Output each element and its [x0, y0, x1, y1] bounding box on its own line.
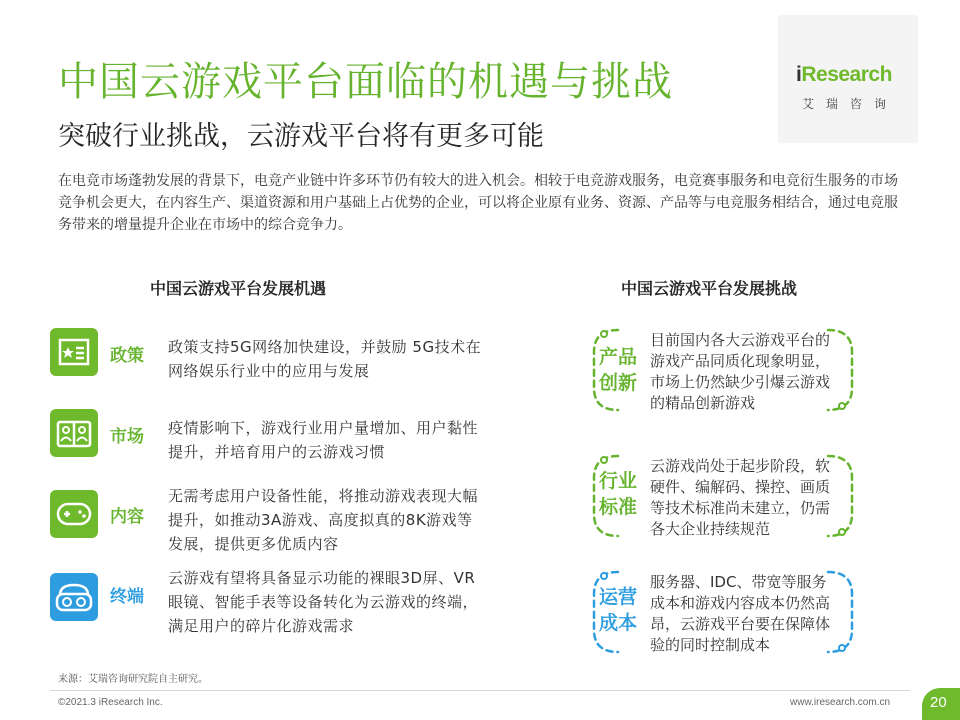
challenge-text-standard: 云游戏尚处于起步阶段，软硬件、编解码、操控、画质等技术标准尚未建立，仍需各大企业持续规范 [650, 457, 831, 538]
iresearch-logo [778, 15, 918, 143]
challenge-card-standard [588, 448, 858, 544]
gamepad-icon [50, 490, 98, 538]
footer-divider [50, 690, 910, 691]
vr-glasses-icon [50, 573, 98, 621]
opportunity-label-market: 市场 [110, 427, 144, 447]
website-link[interactable]: www.iresearch.com.cn [790, 697, 891, 708]
challenge-card-cost [588, 564, 858, 660]
page-title: 中国云游戏平台面临的机遇与挑战 [58, 59, 673, 105]
challenge-label-standard: 行业标准 [598, 470, 637, 518]
challenge-text-product: 目前国内各大云游戏平台的游戏产品同质化现象明显，市场上仍然缺少引爆云游戏的精品创新游戏 [650, 331, 831, 412]
logo-wordmark: iResearch [796, 63, 892, 86]
opportunity-text-content: 无需考虑用户设备性能，将推动游戏表现大幅提升，如推动3A游戏、高度拟真的8K游戏等发展，提供更多优质内容 [168, 487, 479, 553]
challenge-text-cost: 服务器、IDC、带宽等服务成本和游戏内容成本仍然高昂，云游戏平台要在保障体验的同时控制成本 [650, 573, 831, 654]
opportunity-text-market: 疫情影响下，游戏行业用户量增加、用户黏性提升，并培育用户的云游戏习惯 [168, 419, 479, 461]
opportunities-heading: 中国云游戏平台发展机遇 [150, 279, 327, 298]
source-note: 来源：艾瑞咨询研究院自主研究。 [58, 674, 208, 685]
policy-icon [50, 328, 98, 376]
page-subtitle: 突破行业挑战，云游戏平台将有更多可能 [58, 121, 544, 152]
opportunity-label-content: 内容 [110, 507, 144, 527]
challenge-label-cost: 运营成本 [598, 586, 637, 634]
copyright: ©2021.3 iResearch Inc. [58, 697, 163, 708]
opportunity-label-policy: 政策 [110, 346, 144, 366]
page-number: 20 [930, 694, 947, 711]
market-icon [50, 409, 98, 457]
opportunity-text-terminal: 云游戏有望将具备显示功能的裸眼3D屏、VR眼镜、智能手表等设备转化为云游戏的终端，满足用户的碎片化游戏需求 [168, 569, 479, 635]
challenges-heading: 中国云游戏平台发展挑战 [621, 279, 798, 298]
challenge-label-product: 产品创新 [598, 346, 637, 394]
intro-paragraph: 在电竞市场蓬勃发展的背景下，电竞产业链中许多环节仍有较大的进入机会。相较于电竞游戏服务，电竞赛事服务和电竞衍生服务的市场竞争机会更大，在内容生产、渠道资源和用户基础上占优势的企业，可以将企业原有业务、资源、产品等与电竞服务相结合，通过电竞服务带来的增量提升企业在市场中的综合竞争力。 [58, 173, 898, 233]
challenge-card-product [588, 322, 858, 418]
opportunity-text-policy: 政策支持5G网络加快建设，并鼓励 5G技术在网络娱乐行业中的应用与发展 [168, 338, 482, 380]
opportunity-label-terminal: 终端 [110, 587, 144, 607]
logo-chinese: 艾瑞咨询 [802, 97, 899, 111]
